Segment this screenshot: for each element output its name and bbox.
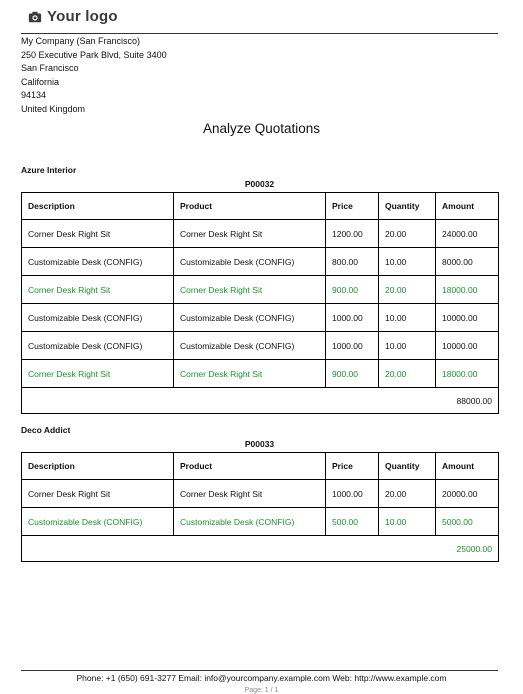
table-row bbox=[22, 220, 499, 248]
cell-product: Corner Desk Right Sit bbox=[174, 220, 326, 248]
order-lines-table bbox=[21, 192, 499, 414]
cell-price: 800.00 bbox=[326, 248, 379, 276]
cell-price: 1200.00 bbox=[326, 220, 379, 248]
order-reference: P00033 bbox=[244, 439, 275, 449]
header-divider bbox=[21, 33, 498, 34]
cell-price: 900.00 bbox=[326, 276, 379, 304]
cell-product: Customizable Desk (CONFIG) bbox=[174, 304, 326, 332]
cell-quantity: 10.00 bbox=[379, 304, 436, 332]
cell-description: Customizable Desk (CONFIG) bbox=[22, 332, 174, 360]
cell-description: Corner Desk Right Sit bbox=[22, 276, 174, 304]
partner-name: Deco Addict bbox=[21, 425, 71, 435]
partner-name: Azure Interior bbox=[21, 165, 77, 175]
column-header-amount: Amount bbox=[436, 453, 499, 480]
order-total: 25000.00 bbox=[22, 536, 499, 562]
cell-description: Customizable Desk (CONFIG) bbox=[22, 304, 174, 332]
cell-description: Corner Desk Right Sit bbox=[22, 360, 174, 388]
table-row bbox=[22, 332, 499, 360]
cell-description: Corner Desk Right Sit bbox=[22, 480, 174, 508]
cell-description: Customizable Desk (CONFIG) bbox=[22, 248, 174, 276]
table-row bbox=[22, 480, 499, 508]
column-header-product: Product bbox=[174, 193, 326, 220]
address-line: 250 Executive Park Blvd, Suite 3400 bbox=[21, 49, 167, 60]
cell-product: Corner Desk Right Sit bbox=[174, 360, 326, 388]
cell-price: 1000.00 bbox=[326, 304, 379, 332]
cell-amount: 10000.00 bbox=[436, 332, 499, 360]
column-header-description: Description bbox=[22, 453, 174, 480]
company-logo bbox=[28, 8, 118, 25]
cell-quantity: 10.00 bbox=[379, 332, 436, 360]
column-header-quantity: Quantity bbox=[379, 193, 436, 220]
total-row bbox=[22, 388, 499, 414]
cell-amount: 5000.00 bbox=[436, 508, 499, 536]
column-header-amount: Amount bbox=[436, 193, 499, 220]
cell-quantity: 10.00 bbox=[379, 508, 436, 536]
order-reference: P00032 bbox=[244, 179, 275, 189]
column-header-product: Product bbox=[174, 453, 326, 480]
address-line: San Francisco bbox=[21, 63, 79, 73]
table-row bbox=[22, 276, 499, 304]
table-row bbox=[22, 508, 499, 536]
total-row bbox=[22, 536, 499, 562]
camera-icon bbox=[28, 10, 42, 24]
table-header-row bbox=[22, 193, 499, 220]
table-row bbox=[22, 248, 499, 276]
page-number: Page: 1 / 1 bbox=[244, 687, 279, 694]
cell-product: Customizable Desk (CONFIG) bbox=[174, 248, 326, 276]
cell-amount: 18000.00 bbox=[436, 360, 499, 388]
cell-price: 500.00 bbox=[326, 508, 379, 536]
cell-quantity: 20.00 bbox=[379, 220, 436, 248]
address-line: United Kingdom bbox=[21, 103, 86, 114]
cell-description: Customizable Desk (CONFIG) bbox=[22, 508, 174, 536]
report-title: Analyze Quotations bbox=[202, 121, 321, 136]
order-total: 88000.00 bbox=[22, 388, 499, 414]
cell-quantity: 20.00 bbox=[379, 276, 436, 304]
cell-quantity: 20.00 bbox=[379, 360, 436, 388]
table-row bbox=[22, 304, 499, 332]
column-header-price: Price bbox=[326, 453, 379, 480]
cell-description: Corner Desk Right Sit bbox=[22, 220, 174, 248]
cell-product: Corner Desk Right Sit bbox=[174, 480, 326, 508]
footer-contact: Phone: +1 (650) 691-3277 Email: info@yourcompany.example.com Web: http://www.example.com bbox=[76, 673, 447, 683]
column-header-description: Description bbox=[22, 193, 174, 220]
address-line: My Company (San Francisco) bbox=[21, 36, 141, 46]
cell-price: 900.00 bbox=[326, 360, 379, 388]
cell-amount: 18000.00 bbox=[436, 276, 499, 304]
cell-quantity: 20.00 bbox=[379, 480, 436, 508]
table-header-row bbox=[22, 453, 499, 480]
cell-product: Corner Desk Right Sit bbox=[174, 276, 326, 304]
column-header-price: Price bbox=[326, 193, 379, 220]
cell-product: Customizable Desk (CONFIG) bbox=[174, 508, 326, 536]
logo-text: Your logo bbox=[47, 8, 118, 25]
footer-divider bbox=[21, 670, 498, 671]
order-lines-table bbox=[21, 452, 499, 562]
company-address bbox=[21, 35, 167, 116]
table-row bbox=[22, 360, 499, 388]
cell-product: Customizable Desk (CONFIG) bbox=[174, 332, 326, 360]
cell-amount: 8000.00 bbox=[436, 248, 499, 276]
cell-amount: 20000.00 bbox=[436, 480, 499, 508]
cell-amount: 24000.00 bbox=[436, 220, 499, 248]
cell-amount: 10000.00 bbox=[436, 304, 499, 332]
cell-quantity: 10.00 bbox=[379, 248, 436, 276]
cell-price: 1000.00 bbox=[326, 332, 379, 360]
address-line: 94134 bbox=[21, 90, 47, 100]
address-line: California bbox=[21, 76, 60, 87]
column-header-quantity: Quantity bbox=[379, 453, 436, 480]
cell-price: 1000.00 bbox=[326, 480, 379, 508]
